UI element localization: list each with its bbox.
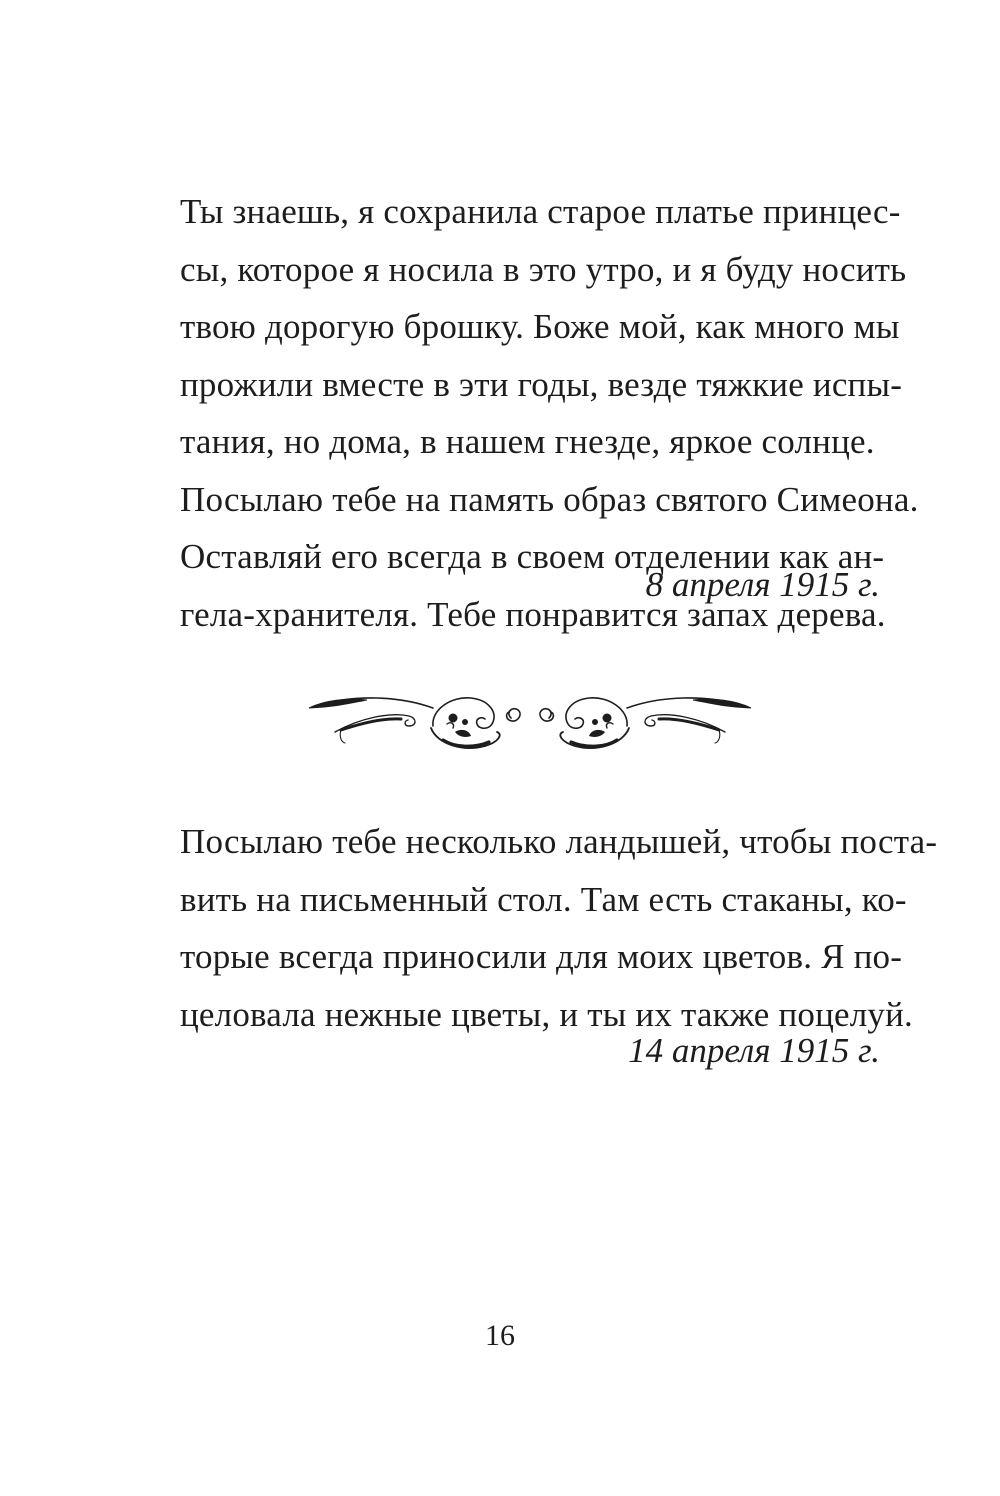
- letter-date-1: 8 апреля 1915 г.: [645, 565, 880, 604]
- text-line: прожили вместе в эти годы, везде тяжкие испы-: [180, 364, 903, 404]
- text-line: Посылаю тебе на память образ святого Симеона.: [180, 479, 919, 519]
- letter-date-2: 14 апреля 1915 г.: [628, 1031, 880, 1070]
- text-line: Оставляй его всегда в своем отделении как ан-: [180, 537, 885, 576]
- text-line: гела-хранителя. Тебе понравится запах дерева.: [180, 594, 886, 634]
- text-line: Ты знаешь, я сохранила старое платье принцес-: [180, 192, 901, 231]
- text-line: торые всегда приносили для моих цветов. Я по-: [180, 937, 903, 976]
- text-line: целовала нежные цветы, и ты их также поцелуй.: [180, 994, 913, 1034]
- text-line: сы, которое я носила в это утро, и я буду носить: [180, 249, 907, 289]
- text-line: твою дорогую брошку. Боже мой, как много мы: [180, 307, 900, 346]
- text-line: Посылаю тебе несколько ландышей, чтобы поста-: [180, 822, 938, 861]
- letter-passage-2: [180, 813, 938, 1043]
- page-number: 16: [485, 1319, 515, 1352]
- text-line: тания, но дома, в нашем гнезде, яркое солнце.: [180, 422, 875, 461]
- text-line: вить на письменный стол. Там есть стаканы, ко-: [180, 879, 907, 919]
- flourish-divider-icon: [305, 688, 755, 754]
